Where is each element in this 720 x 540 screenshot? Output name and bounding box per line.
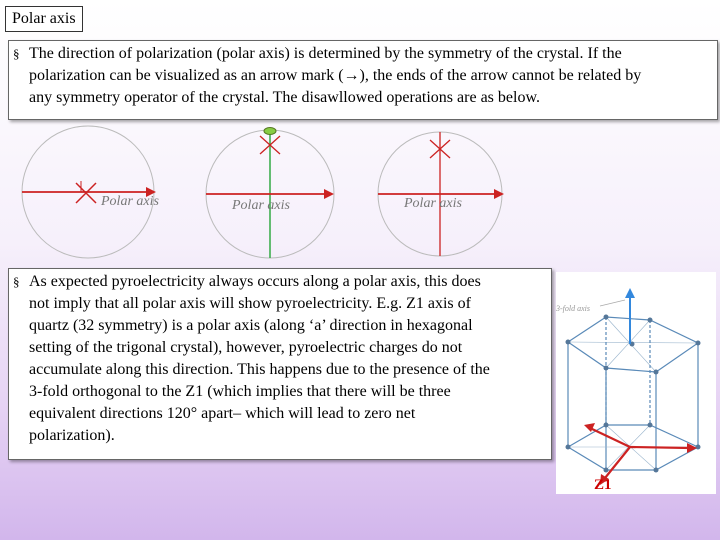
text-line: polarization).	[29, 427, 115, 444]
text-line: As expected pyroelectricity always occurs along a polar axis, this does	[29, 273, 481, 290]
polar-axis-label: Polar axis	[232, 198, 290, 213]
text-line: any symmetry operator of the crystal. The disawllowed operations are as below.	[29, 89, 540, 106]
bullet-icon: §	[13, 274, 20, 289]
text-line: quartz (32 symmetry) is a polar axis (along ‘a’ direction in hexagonal	[29, 317, 473, 334]
polar-axis-label: Polar axis	[404, 196, 462, 211]
bullet-icon: §	[13, 46, 20, 61]
text-line: setting of the trigonal crystal), however, pyroelectric charges do not	[29, 339, 463, 356]
text-line: accumulate along this direction. This happens due to the presence of the	[29, 361, 490, 378]
text-line: equivalent directions 120° apart– which will lead to zero net	[29, 405, 416, 422]
text-line: polarization can be visualized as an arrow mark (→), the ends of the arrow cannot be related by	[29, 67, 642, 84]
slide-title: Polar axis	[5, 6, 83, 32]
text-line: 3-fold orthogonal to the Z1 (which implies that there will be three	[29, 383, 451, 400]
threefold-axis-label: 3-fold axis	[556, 304, 590, 313]
text-line: The direction of polarization (polar axis) is determined by the symmetry of the crystal. If the	[29, 45, 622, 62]
z1-label: Z1	[594, 477, 612, 493]
text-line: not imply that all polar axis will show pyroelectricity. E.g. Z1 axis of	[29, 295, 471, 312]
polar-axis-label: Polar axis	[101, 194, 159, 209]
